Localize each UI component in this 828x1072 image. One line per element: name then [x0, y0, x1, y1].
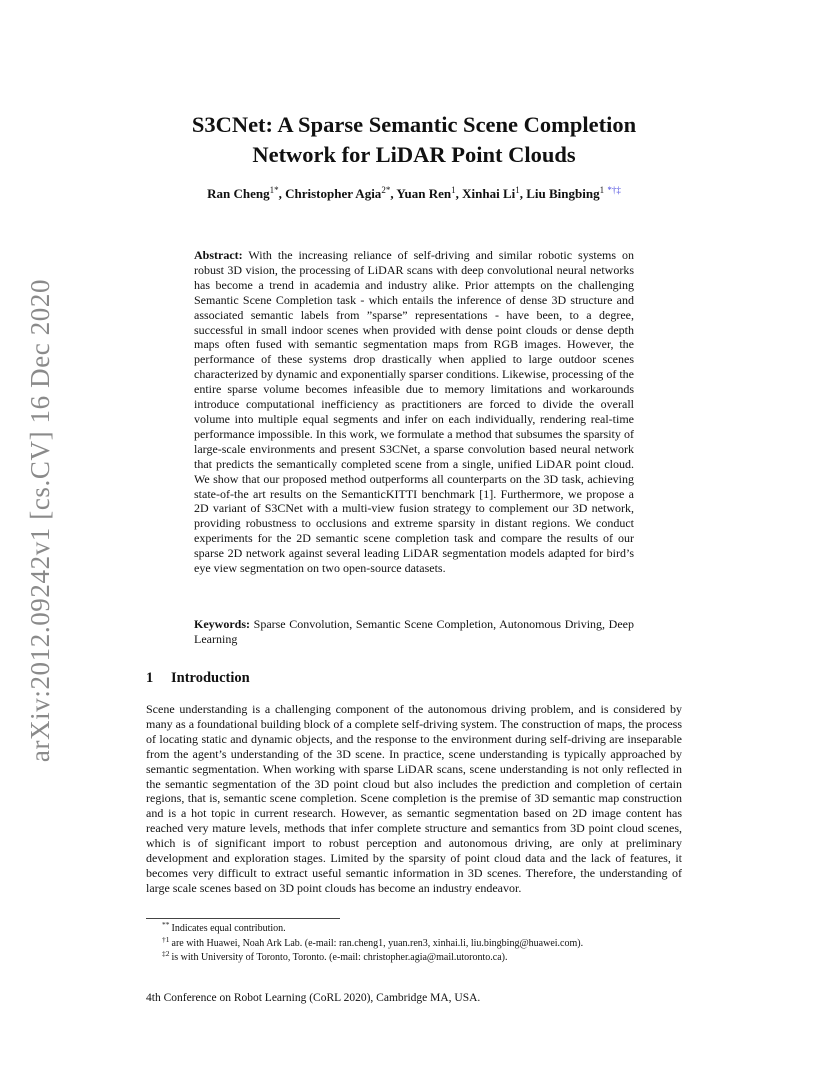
footnote-mark: ‡2: [162, 949, 170, 958]
footnote-mark: **: [162, 920, 170, 929]
affiliation-mark: 1: [451, 185, 456, 195]
footnote: [162, 951, 692, 966]
conference-note: 4th Conference on Robot Learning (CoRL 2020), Cambridge MA, USA.: [146, 992, 481, 1004]
keywords-text: Sparse Convolution, Semantic Scene Completion, Autonomous Driving, Deep Learning: [194, 617, 635, 646]
paper-title: [0, 110, 828, 170]
footnote-divider: [146, 918, 340, 919]
author: [526, 186, 604, 201]
author-name: Xinhai Li: [462, 186, 516, 201]
footnote-text: are with Huawei, Noah Ark Lab. (e-mail: ran.cheng1, yuan.ren3, xinhai.li, liu.bingbing@huawei.com).: [171, 937, 584, 949]
affiliation-mark: 1: [599, 185, 605, 195]
author-note-link[interactable]: *†‡: [607, 185, 621, 195]
keywords: [194, 617, 634, 647]
arxiv-id: arXiv:2012.09242v1 [cs.CV] 16 Dec 2020: [25, 278, 56, 762]
section-heading: [146, 668, 250, 688]
section-title: Introduction: [171, 670, 250, 686]
footnote-text: is with University of Toronto, Toronto. (e-mail: christopher.agia@mail.utoronto.ca).: [171, 952, 508, 963]
keywords-label: Keywords:: [194, 617, 250, 631]
abstract-text: With the increasing reliance of self-driving and similar robotic systems on robust 3D vision, the processing of LiDAR scans with deep convolutional neural networks has become a trend in academia and industry alike. Prior attempts on the challenging Semantic Scene Completion task - which entails the inference of dense 3D structure and associated semantic labels from ”sparse” representations - have been, to a degree, successful in small indoor scenes when provided with dense point clouds or dense depth maps often fused with semantic segmentation maps from RGB images. However, the performance of these systems drop drastically when applied to large outdoor scenes characterized by dynamic and exponentially sparser conditions. Likewise, processing of the entire sparse volume becomes infeasible due to memory limitations and workarounds introduce computational inefficiency as practitioners are forced to divide the overall volume into multiple equal segments and infer on each individually, rendering real-time performance impossible. In this work, we formulate a method that subsumes the sparsity of large-scale environments and present S3CNet, a sparse convolution based neural network that predicts the semantically completed scene from a single, unified LiDAR point cloud. We show that our proposed method outperforms all counterparts on the 3D task, achieving state-of-the art results on the SemanticKITTI benchmark [1]. Furthermore, we propose a 2D variant of S3CNet with a multi-view fusion strategy to complement our 3D network, providing robustness to occlusions and extreme sparsity in distant regions. We conduct experiments for the 2D semantic scene completion task and compare the results of our sparse 2D network against several leading LiDAR segmentation models adapted for bird’s eye view segmentation on two open-source datasets.: [194, 248, 634, 576]
author: [285, 186, 396, 201]
author-separator: ,: [390, 186, 397, 201]
affiliation-mark: 1: [515, 185, 520, 195]
author-name: Yuan Ren: [396, 186, 452, 201]
author-separator: ,: [455, 186, 463, 201]
title-line-2: Network for LiDAR Point Clouds: [252, 142, 576, 167]
footnote: [162, 922, 692, 937]
affiliation-mark: 2*: [381, 185, 391, 195]
footnote: [162, 934, 692, 952]
footnote-mark: †1: [162, 934, 170, 944]
introduction-paragraph: Scene understanding is a challenging component of the autonomous driving problem, and is considered by many as a foundational building block of a complete self-driving system. The construction of maps, the process of locating static and dynamic objects, and the response to the environment during self-driving are inseparable from the agent’s understanding of the 3D scene. In practice, scene understanding is typically approached by semantic segmentation. When working with sparse LiDAR scans, scene understanding is not only reflected in the semantic segmentation of the 3D point cloud but also includes the prediction and completion of certain regions, that is, semantic scene completion. Scene completion is the premise of 3D semantic map construction and is a hot topic in current research. However, as semantic segmentation based on 2D image content has reached very mature levels, methods that infer complete structure and semantics from 3D point cloud scenes, which is of significant import to robust perception and autonomous driving, are only at preliminary development and exploration stages. Limited by the sparsity of point cloud data and the lack of features, it becomes very difficult to extract useful semantic information in 3D scenes. Therefore, the understanding of large scale scenes based on 3D point clouds has become an industry endeavor.: [146, 702, 682, 895]
author-name: Liu Bingbing: [526, 186, 600, 201]
abstract-label: Abstract:: [194, 248, 243, 262]
footnote-text: Indicates equal contribution.: [171, 923, 286, 934]
author: [207, 186, 285, 201]
abstract: [194, 248, 634, 576]
author: [396, 186, 462, 201]
author-name: Ran Cheng: [207, 186, 270, 201]
author-list: [0, 185, 828, 203]
author-separator: ,: [278, 186, 286, 201]
arxiv-watermark: [18, 280, 64, 760]
author-separator: ,: [519, 186, 527, 201]
affiliation-mark: 1*: [269, 185, 279, 195]
section-number: 1: [146, 670, 154, 686]
title-line-1: S3CNet: A Sparse Semantic Scene Completion: [191, 112, 637, 137]
footnotes: [162, 922, 692, 966]
author-name: Christopher Agia: [285, 186, 382, 201]
author: [462, 186, 526, 201]
